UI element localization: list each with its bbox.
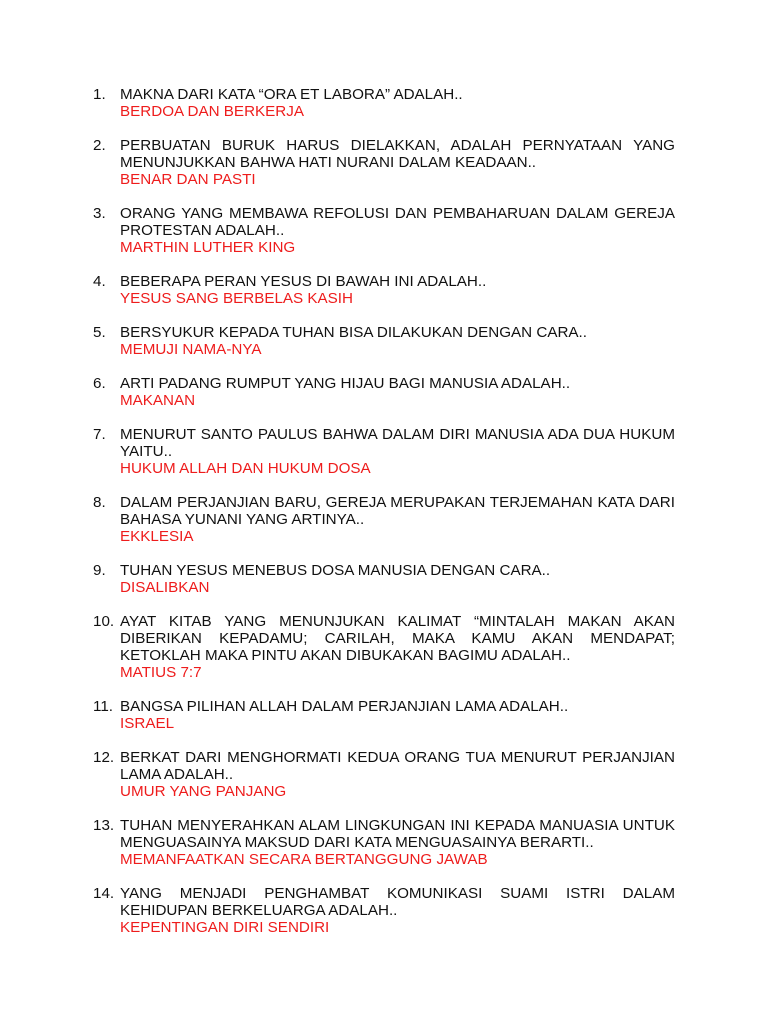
question-item xyxy=(93,562,675,596)
question-item xyxy=(93,817,675,868)
question-item xyxy=(93,494,675,545)
answer-text: HUKUM ALLAH DAN HUKUM DOSA xyxy=(120,460,371,477)
question-text: PERBUATAN BURUK HARUS DIELAKKAN, ADALAH PERNYATAAN YANG MENUNJUKKAN BAHWA HATI NURANI DALAM KEADAAN.. xyxy=(120,137,675,171)
question-number: 5. xyxy=(93,324,106,341)
question-item xyxy=(93,749,675,800)
answer-text: MATIUS 7:7 xyxy=(120,664,202,681)
question-number: 4. xyxy=(93,273,106,290)
question-text: BANGSA PILIHAN ALLAH DALAM PERJANJIAN LAMA ADALAH.. xyxy=(120,698,569,715)
answer-text: MEMANFAATKAN SECARA BERTANGGUNG JAWAB xyxy=(120,851,488,868)
question-text: DALAM PERJANJIAN BARU, GEREJA MERUPAKAN TERJEMAHAN KATA DARI BAHASA YUNANI YANG ARTINYA.. xyxy=(120,494,675,528)
question-number: 8. xyxy=(93,494,106,511)
question-item xyxy=(93,137,675,188)
question-text: ARTI PADANG RUMPUT YANG HIJAU BAGI MANUSIA ADALAH.. xyxy=(120,375,571,392)
question-number: 3. xyxy=(93,205,106,222)
answer-text: KEPENTINGAN DIRI SENDIRI xyxy=(120,919,330,936)
question-number: 7. xyxy=(93,426,106,443)
question-item xyxy=(93,86,675,120)
question-text: TUHAN MENYERAHKAN ALAM LINGKUNGAN INI KEPADA MANUASIA UNTUK MENGUASAINYA MAKSUD DARI KATA MENGUASAINYA BERARTI.. xyxy=(120,817,675,851)
question-number: 14. xyxy=(93,885,115,902)
answer-text: BERDOA DAN BERKERJA xyxy=(120,103,304,120)
answer-text: ISRAEL xyxy=(120,715,175,732)
answer-text: MAKANAN xyxy=(120,392,196,409)
answer-text: DISALIBKAN xyxy=(120,579,210,596)
question-number: 1. xyxy=(93,86,106,103)
question-number: 6. xyxy=(93,375,106,392)
question-text: BERSYUKUR KEPADA TUHAN BISA DILAKUKAN DENGAN CARA.. xyxy=(120,324,587,341)
question-text: MENURUT SANTO PAULUS BAHWA DALAM DIRI MANUSIA ADA DUA HUKUM YAITU.. xyxy=(120,426,675,460)
question-item xyxy=(93,426,675,477)
question-number: 13. xyxy=(93,817,115,834)
question-number: 9. xyxy=(93,562,106,579)
question-text: AYAT KITAB YANG MENUNJUKAN KALIMAT “MINTALAH MAKAN AKAN DIBERIKAN KEPADAMU; CARILAH, MAKA KAMU AKAN MENDAPAT; KETOKLAH MAKA PINTU AKAN DIBUKAKAN BAGIMU ADALAH.. xyxy=(120,613,675,664)
answer-text: MEMUJI NAMA-NYA xyxy=(120,341,262,358)
question-item xyxy=(93,324,675,358)
answer-text: BENAR DAN PASTI xyxy=(120,171,256,188)
answer-text: UMUR YANG PANJANG xyxy=(120,783,287,800)
question-number: 12. xyxy=(93,749,115,766)
question-text: BEBERAPA PERAN YESUS DI BAWAH INI ADALAH.. xyxy=(120,273,487,290)
answer-text: EKKLESIA xyxy=(120,528,194,545)
question-text: YANG MENJADI PENGHAMBAT KOMUNIKASI SUAMI ISTRI DALAM KEHIDUPAN BERKELUARGA ADALAH.. xyxy=(120,885,675,919)
question-number: 10. xyxy=(93,613,115,630)
question-text: TUHAN YESUS MENEBUS DOSA MANUSIA DENGAN CARA.. xyxy=(120,562,551,579)
question-text: BERKAT DARI MENGHORMATI KEDUA ORANG TUA MENURUT PERJANJIAN LAMA ADALAH.. xyxy=(120,749,675,783)
question-item xyxy=(93,885,675,936)
question-item xyxy=(93,205,675,256)
question-item xyxy=(93,273,675,307)
question-item xyxy=(93,613,675,681)
question-list xyxy=(93,86,675,953)
question-item xyxy=(93,698,675,732)
question-text: MAKNA DARI KATA “ORA ET LABORA” ADALAH.. xyxy=(120,86,463,103)
question-text: ORANG YANG MEMBAWA REFOLUSI DAN PEMBAHARUAN DALAM GEREJA PROTESTAN ADALAH.. xyxy=(120,205,675,239)
question-number: 2. xyxy=(93,137,106,154)
question-item xyxy=(93,375,675,409)
answer-text: MARTHIN LUTHER KING xyxy=(120,239,296,256)
question-number: 11. xyxy=(93,698,113,715)
answer-text: YESUS SANG BERBELAS KASIH xyxy=(120,290,353,307)
